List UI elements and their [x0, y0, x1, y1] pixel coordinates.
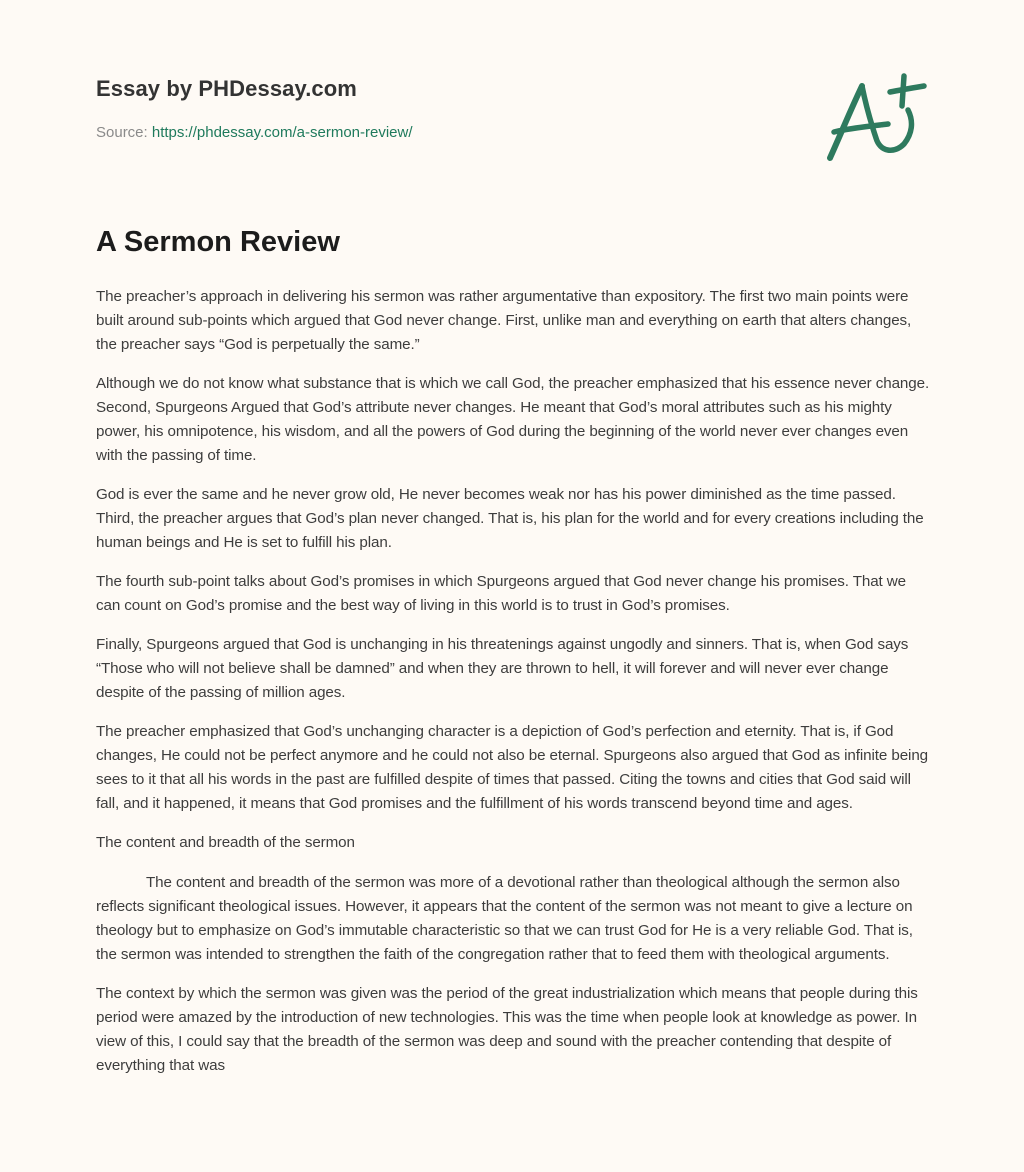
source-line: [96, 124, 413, 141]
page-header: [96, 0, 932, 200]
essay-body: [96, 285, 932, 1093]
paragraph: Finally, Spurgeons argued that God is unchanging in his threatenings against ungodly and sinners. That is, when God says “Those who will not believe shall be damned” and when they are thrown to hell, it will forever and will never ever change despite of the passing of million ages.: [96, 636, 909, 701]
paragraph: The preacher emphasized that God’s unchanging character is a depiction of God’s perfection and eternity. That is, if God changes, He could not be perfect anymore and he could not also be eternal. Spurgeons also argued that God as infinite being sees to it that all his words in the past are fulfilled despite of times that passed. Citing the towns and cities that God said will fall, and it happened, it means that God promises and the fulfillment of his words transcend beyond time and ages.: [96, 723, 929, 812]
site-title: Essay by PHDessay.com: [96, 76, 357, 101]
paragraph: The context by which the sermon was given was the period of the great industrialization which means that people during this period were amazed by the introduction of new technologies. This was the time when people look at knowledge as power. In view of this, I could say that the breadth of the sermon was deep and sound with the preacher contending that despite of everything that was: [96, 985, 918, 1074]
essay-title: A Sermon Review: [96, 226, 340, 258]
paragraph: The content and breadth of the sermon was more of a devotional rather than theological although the sermon also reflects significant theological issues. However, it appears that the content of the sermon was not meant to give a lecture on theology but to emphasize on God’s immutable characteristic so that we can trust God for He is a very reliable God. That is, the sermon was intended to strengthen the faith of the congregation rather that to feed them with theological arguments.: [96, 874, 913, 963]
paragraph: God is ever the same and he never grow old, He never becomes weak nor has his power diminished as the time passed. Third, the preacher argues that God’s plan never changed. That is, his plan for the world and for every creations including the human beings and He is set to fulfill his plan.: [96, 486, 924, 551]
paragraph: The fourth sub-point talks about God’s promises in which Spurgeons argued that God never change his promises. That we can count on God’s promise and the best way of living in this world is to trust in God’s promises.: [96, 573, 907, 614]
a-plus-grade-icon: [820, 66, 930, 166]
paragraph: The preacher’s approach in delivering his sermon was rather argumentative than expository. The first two main points were built around sub-points which argued that God never change. First, unlike man and everything on earth that alters changes, the preacher says “God is perpetually the same.”: [96, 288, 912, 353]
section-subheading: The content and breadth of the sermon: [96, 834, 355, 851]
source-label: Source:: [96, 124, 152, 141]
source-link[interactable]: https://phdessay.com/a-sermon-review/: [151, 124, 413, 141]
paragraph: Although we do not know what substance that is which we call God, the preacher emphasized that his essence never change. Second, Spurgeons Argued that God’s attribute never changes. He meant that God’s moral attributes such as his mighty power, his omnipotence, his wisdom, and all the powers of God during the beginning of the world never ever changes even with the passing of time.: [96, 375, 930, 464]
essay-page: [96, 0, 932, 1074]
